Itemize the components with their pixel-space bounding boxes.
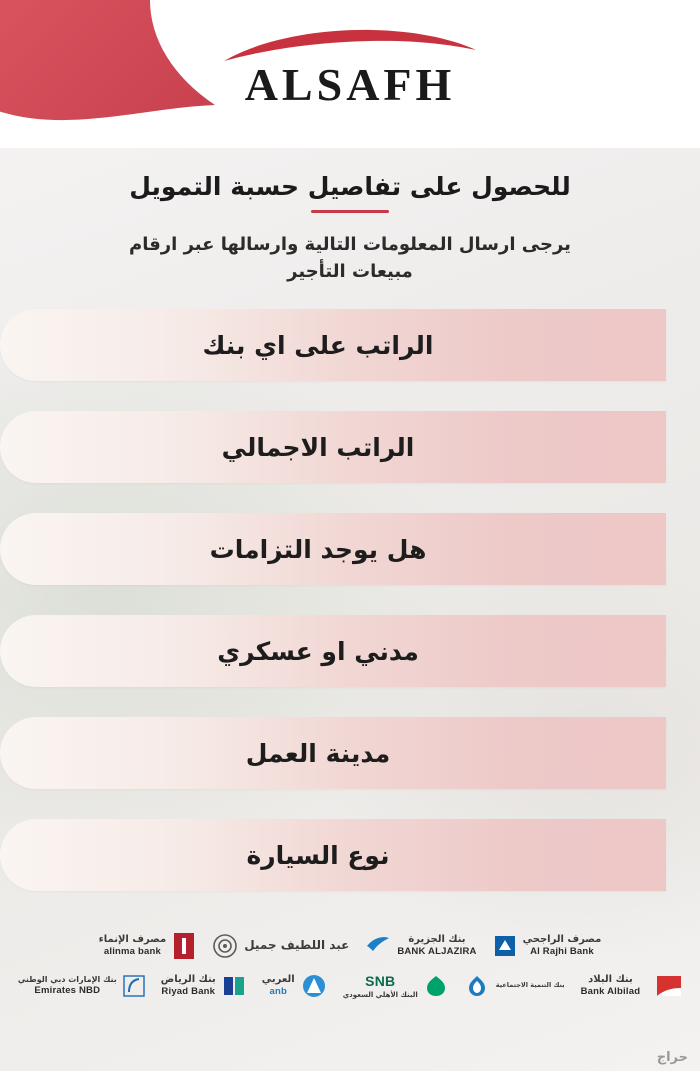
bank-logo-anb	[262, 973, 327, 999]
field-list	[0, 309, 700, 891]
bank-label-ar: العربي	[261, 974, 295, 986]
aljazira-mark-icon	[365, 935, 391, 957]
bank-logo-alinma	[99, 931, 197, 961]
bank-logo-alrajhi	[493, 933, 602, 959]
bank-logo-row-2	[17, 973, 678, 999]
bank-logos	[0, 921, 700, 1071]
list-item-label: هل يوجد التزامات	[209, 534, 427, 564]
bank-label-ar: بنك الإمارات دبي الوطني	[17, 975, 117, 985]
page-subtitle: يرجى ارسال المعلومات التالية وارسالها عبر ارقام مبيعات التأجير	[129, 234, 571, 282]
sdb-mark-icon	[464, 973, 490, 999]
bank-label-ar: البنك الأهلي السعودي	[342, 990, 418, 999]
list-item-label: مدينة العمل	[245, 738, 391, 768]
bank-label-ar: بنك الرياض	[160, 974, 216, 986]
bank-label-en: Emirates NBD	[34, 984, 101, 996]
list-item	[0, 411, 666, 483]
bank-logo-aljazira	[365, 934, 476, 957]
list-item-label: الراتب الاجمالي	[221, 432, 415, 462]
list-item-label: الراتب على اي بنك	[202, 330, 434, 360]
bank-label-en: Riyad Bank	[161, 985, 216, 997]
bank-logo-row-1	[22, 931, 678, 961]
list-item	[0, 309, 666, 381]
bank-logo-snb	[343, 973, 448, 998]
bank-label-ar: مصرف الإنماء	[98, 934, 167, 946]
title-block	[0, 172, 700, 213]
bank-logo-albilad	[581, 974, 641, 997]
bank-label-ar: بنك الجزيرة	[408, 934, 466, 946]
bank-label-en: SNB	[365, 973, 396, 990]
logo-text: ALSAFH	[244, 59, 456, 110]
bank-label-ar: عبد اللطيف جميل	[244, 938, 350, 953]
list-item	[0, 819, 666, 891]
bank-logo-extra	[656, 974, 682, 998]
emiratesnbd-mark-icon	[123, 974, 145, 998]
list-item-label: نوع السيارة	[246, 840, 390, 870]
bank-label-ar: بنك التنمية الاجتماعية	[495, 981, 565, 990]
header	[0, 0, 700, 148]
anb-mark-icon	[301, 973, 327, 999]
riyadbank-mark-icon	[222, 974, 246, 998]
albilad-mark-icon	[656, 974, 682, 998]
watermark: حراج	[656, 1050, 688, 1065]
list-item	[0, 615, 666, 687]
bank-label-en: alinma bank	[103, 945, 161, 957]
alinma-mark-icon	[172, 931, 196, 961]
list-item	[0, 717, 666, 789]
title-underline	[311, 210, 389, 213]
bank-label-en: Al Rajhi Bank	[530, 945, 594, 957]
bank-label-ar: بنك البلاد	[588, 974, 633, 986]
list-item	[0, 513, 666, 585]
bank-logo-social-development	[464, 973, 565, 999]
bank-logo-abdullatif-jameel	[212, 933, 349, 959]
list-item-label: مدني او عسكري	[217, 636, 419, 666]
bank-logo-emirates-nbd	[18, 974, 145, 998]
logo	[0, 28, 700, 111]
alrajhi-mark-icon	[493, 933, 517, 959]
jameel-mark-icon	[212, 933, 238, 959]
bank-label-en: Bank Albilad	[580, 985, 641, 997]
snb-mark-icon	[424, 974, 448, 998]
bank-label-ar: مصرف الراجحي	[522, 934, 602, 946]
bank-label-en: anb	[269, 985, 287, 997]
bank-logo-riyad-bank	[161, 974, 246, 998]
page-title: للحصول على تفاصيل حسبة التمويل	[129, 172, 571, 201]
bank-label-en: BANK ALJAZIRA	[397, 945, 477, 957]
